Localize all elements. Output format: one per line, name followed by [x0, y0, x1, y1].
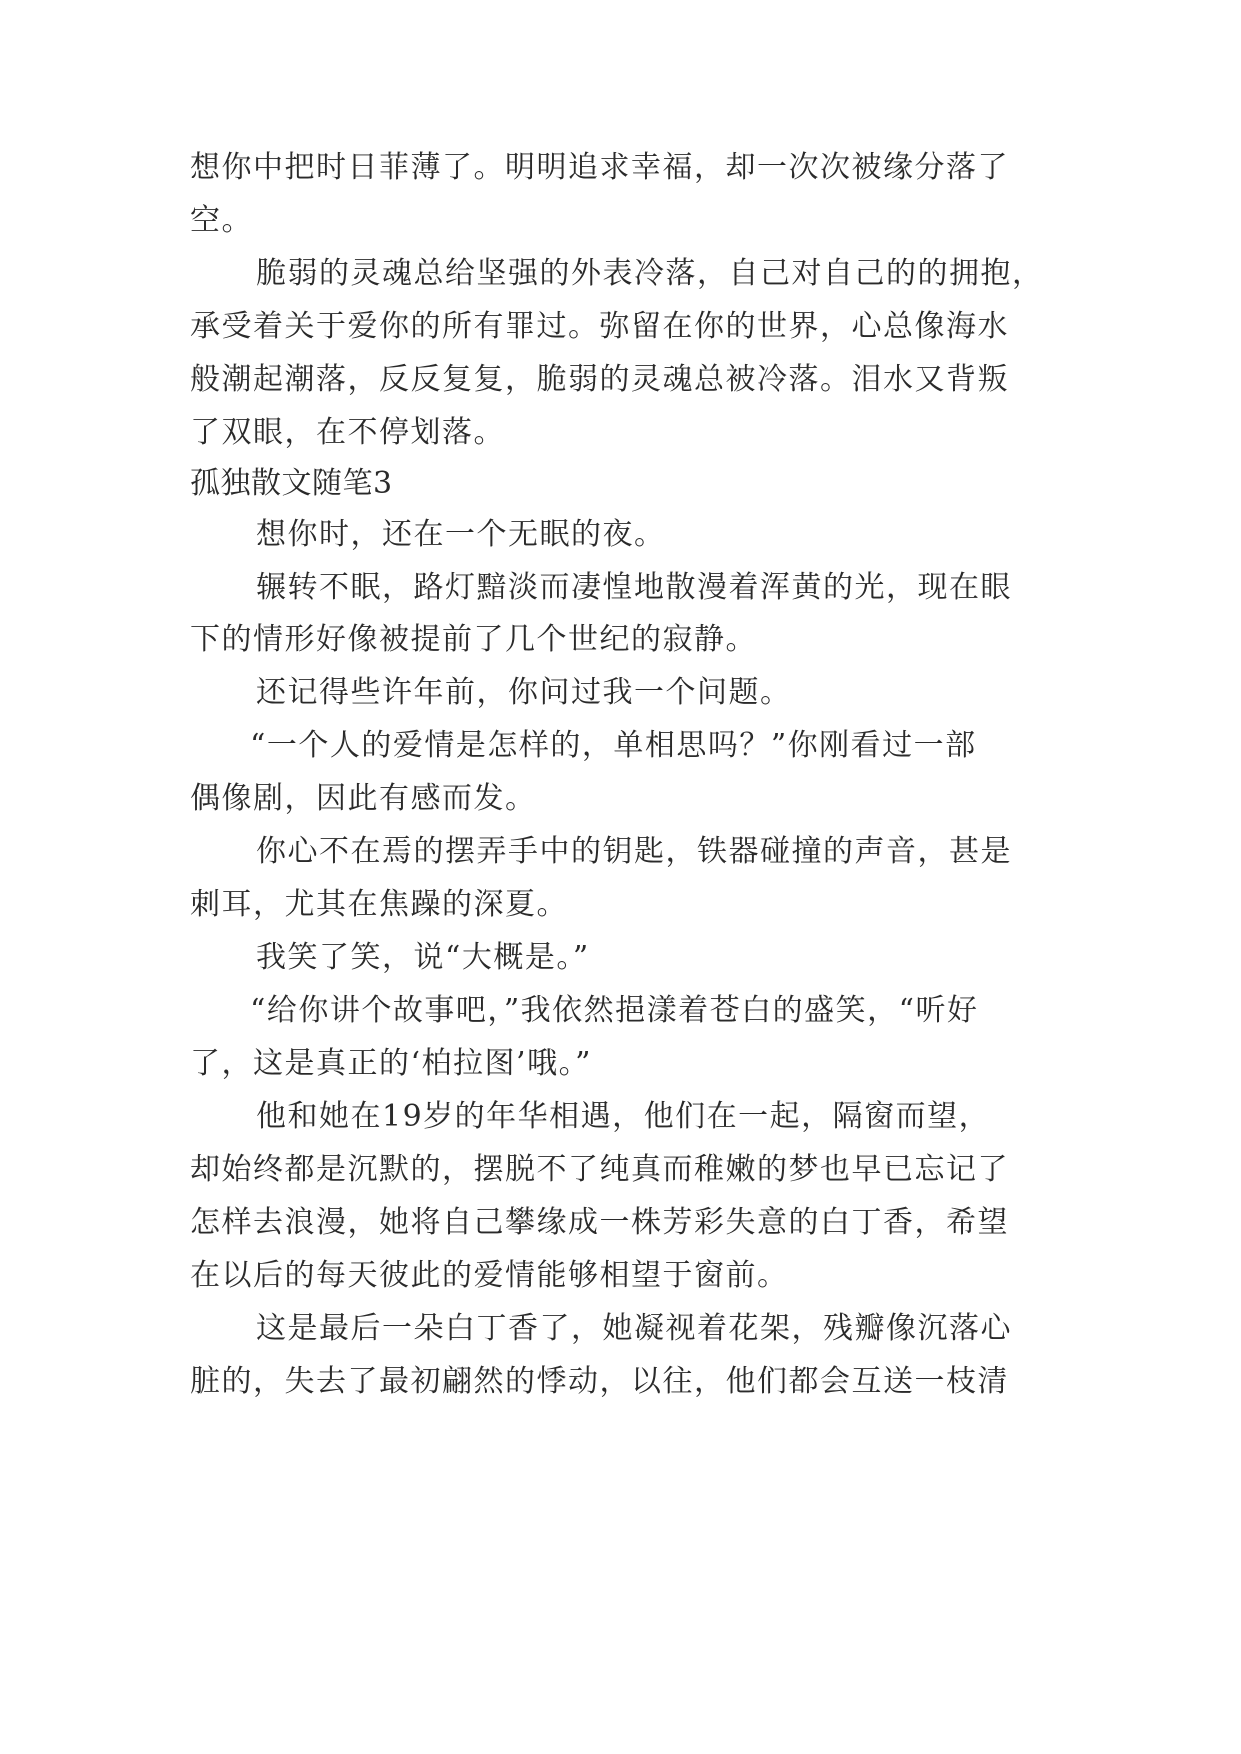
paragraph-start: 这是最后一朵白丁香了，她凝视着花架，残瓣像沉落心 [256, 1311, 1012, 1346]
paragraph-start: 辗转不眠，路灯黯淡而凄惶地散漫着浑黄的光，现在眼 [256, 570, 1012, 605]
text-line: 了双眼，在不停划落。 [190, 415, 505, 450]
paragraph-start: 还记得些许年前，你问过我一个问题。 [256, 675, 792, 710]
text-line: 空。 [190, 203, 253, 238]
paragraph-start: “给你讲个故事吧，”我依然挹漾着苍白的盛笑，“听好 [250, 993, 979, 1028]
paragraph-start: 我笑了笑，说“大概是。” [256, 940, 590, 975]
paragraph-start: 想你时，还在一个无眠的夜。 [256, 517, 666, 552]
text-line: 脏的，失去了最初翩然的悸动，以往，他们都会互送一枝清 [190, 1364, 1009, 1399]
text-line: 想你中把时日菲薄了。明明追求幸福，却一次次被缘分落了 [190, 150, 1009, 185]
text-line: 刺耳，尤其在焦躁的深夏。 [190, 887, 568, 922]
paragraph-start: 脆弱的灵魂总给坚强的外表冷落，自己对自己的的拥抱， [256, 256, 1044, 291]
text-line: 在以后的每天彼此的爱情能够相望于窗前。 [190, 1258, 789, 1293]
paragraph-start: “一个人的爱情是怎样的，单相思吗？”你刚看过一部 [250, 728, 977, 763]
paragraph-start: 你心不在焉的摆弄手中的钥匙，铁器碰撞的声音，甚是 [256, 834, 1012, 869]
text-line: 般潮起潮落，反反复复，脆弱的灵魂总被冷落。泪水又背叛 [190, 362, 1009, 397]
section-heading: 孤独散文随笔3 [190, 466, 393, 501]
text-line: 承受着关于爱你的所有罪过。弥留在你的世界，心总像海水 [190, 309, 1009, 344]
text-line: 却始终都是沉默的，摆脱不了纯真而稚嫩的梦也早已忘记了 [190, 1152, 1009, 1187]
text-line: 了，这是真正的‘柏拉图’哦。” [190, 1046, 592, 1081]
paragraph-start: 他和她在19岁的年华相遇，他们在一起，隔窗而望， [256, 1099, 991, 1134]
text-line: 下的情形好像被提前了几个世纪的寂静。 [190, 622, 757, 657]
text-line: 偶像剧，因此有感而发。 [190, 781, 537, 816]
text-line: 怎样去浪漫，她将自己攀缘成一株芳彩失意的白丁香，希望 [190, 1205, 1009, 1240]
